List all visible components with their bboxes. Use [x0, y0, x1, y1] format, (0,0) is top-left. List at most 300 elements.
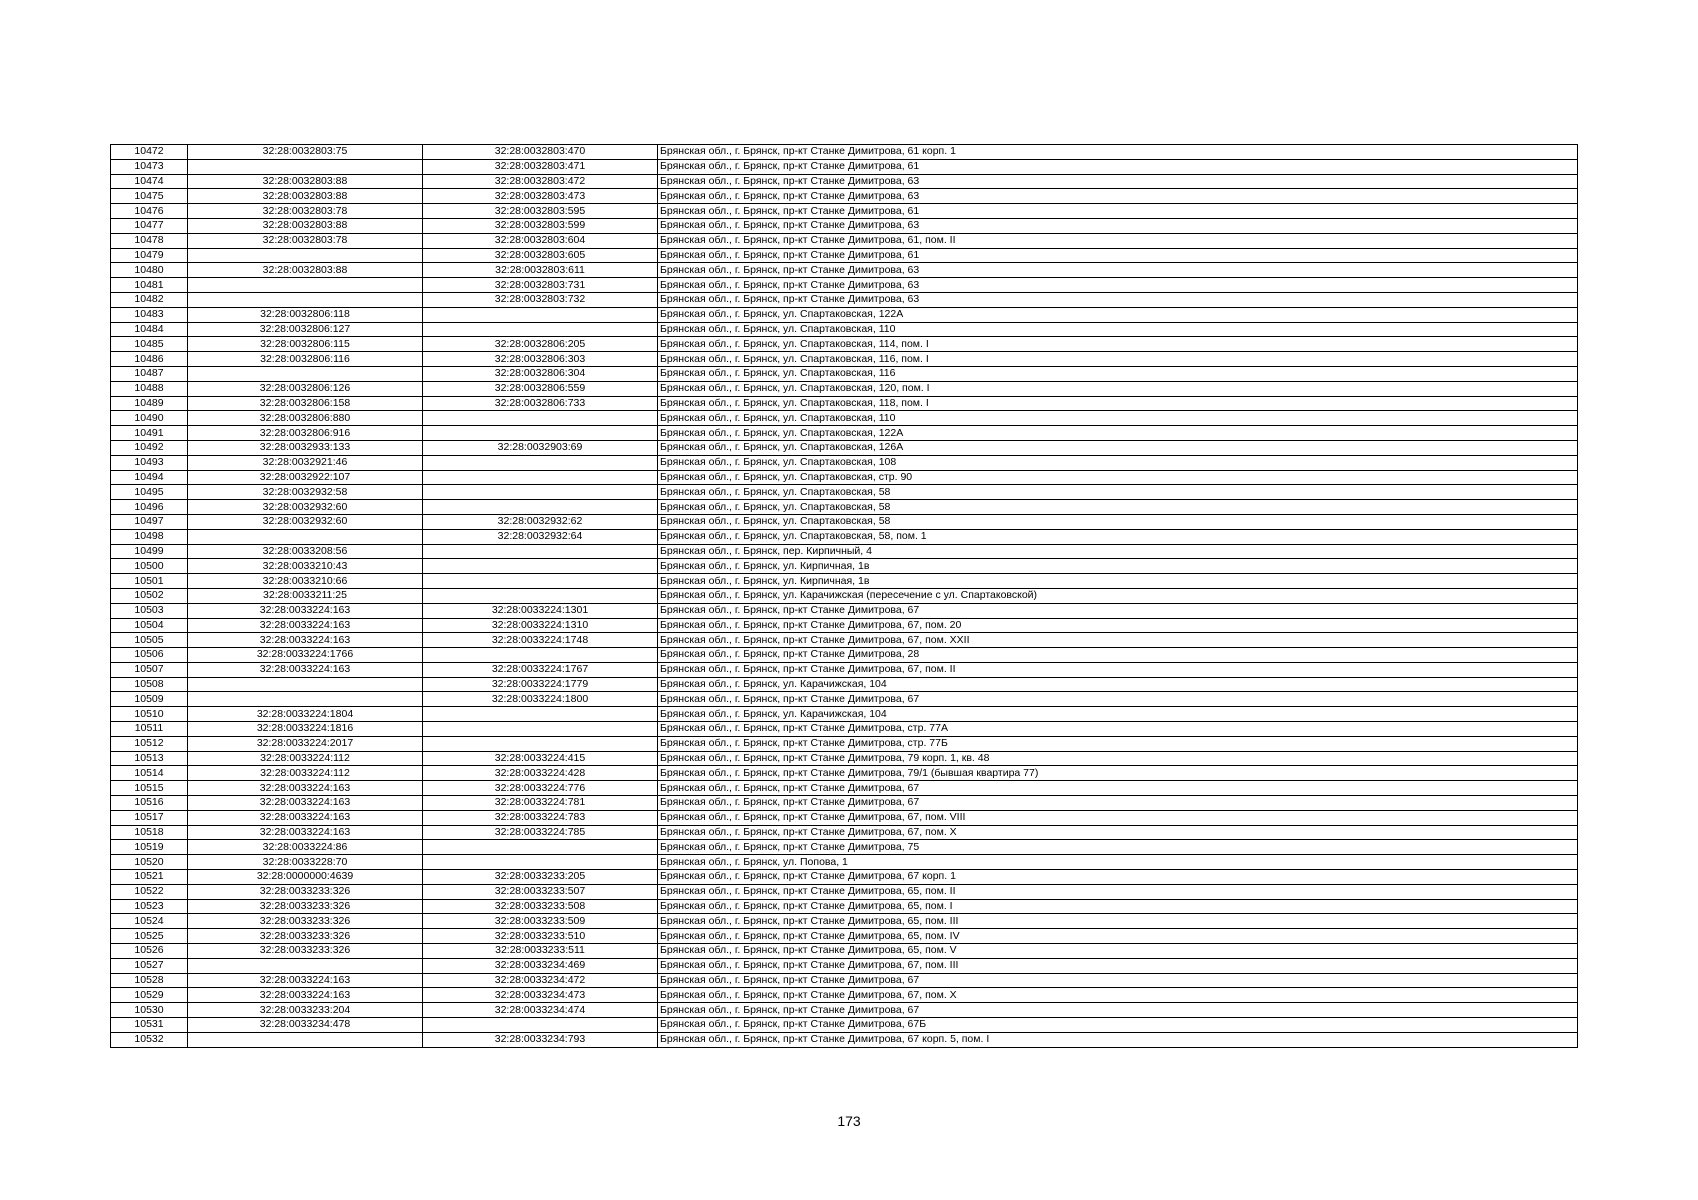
address-cell: Брянская обл., г. Брянск, пр-кт Станке Димитрова, 67: [658, 1003, 1578, 1018]
address-cell: Брянская обл., г. Брянск, пр-кт Станке Димитрова, 63: [658, 218, 1578, 233]
object-cadastral-cell: [423, 559, 658, 574]
row-number-cell: 10527: [111, 958, 188, 973]
address-cell: Брянская обл., г. Брянск, ул. Спартаковская, 116, пом. I: [658, 352, 1578, 367]
table-row: [111, 159, 1578, 174]
object-cadastral-cell: [423, 574, 658, 589]
row-number-cell: 10526: [111, 944, 188, 959]
table-row: [111, 233, 1578, 248]
land-plot-cadastral-cell: 32:28:0032932:58: [188, 485, 423, 500]
land-plot-cadastral-cell: 32:28:0033224:163: [188, 988, 423, 1003]
table-row: [111, 307, 1578, 322]
address-cell: Брянская обл., г. Брянск, ул. Карачижская (пересечение с ул. Спартаковской): [658, 588, 1578, 603]
register-table: [110, 144, 1578, 1048]
land-plot-cadastral-cell: 32:28:0033228:70: [188, 855, 423, 870]
address-cell: Брянская обл., г. Брянск, ул. Спартаковская, 116: [658, 366, 1578, 381]
object-cadastral-cell: 32:28:0033224:1301: [423, 603, 658, 618]
address-cell: Брянская обл., г. Брянск, пр-кт Станке Димитрова, 61: [658, 159, 1578, 174]
address-cell: Брянская обл., г. Брянск, ул. Спартаковская, 58: [658, 485, 1578, 500]
table-row: [111, 559, 1578, 574]
address-cell: Брянская обл., г. Брянск, ул. Спартаковская, 110: [658, 411, 1578, 426]
object-cadastral-cell: 32:28:0033234:473: [423, 988, 658, 1003]
table-row: [111, 722, 1578, 737]
table-row: [111, 263, 1578, 278]
row-number-cell: 10523: [111, 899, 188, 914]
row-number-cell: 10507: [111, 662, 188, 677]
row-number-cell: 10485: [111, 337, 188, 352]
object-cadastral-cell: [423, 426, 658, 441]
table-row: [111, 322, 1578, 337]
row-number-cell: 10493: [111, 455, 188, 470]
table-row: [111, 411, 1578, 426]
row-number-cell: 10501: [111, 574, 188, 589]
object-cadastral-cell: 32:28:0032806:205: [423, 337, 658, 352]
row-number-cell: 10488: [111, 381, 188, 396]
address-cell: Брянская обл., г. Брянск, ул. Спартаковская, 58: [658, 514, 1578, 529]
table-row: [111, 855, 1578, 870]
object-cadastral-cell: [423, 500, 658, 515]
table-row: [111, 174, 1578, 189]
address-cell: Брянская обл., г. Брянск, ул. Спартаковская, 110: [658, 322, 1578, 337]
land-plot-cadastral-cell: [188, 529, 423, 544]
object-cadastral-cell: [423, 707, 658, 722]
object-cadastral-cell: [423, 544, 658, 559]
land-plot-cadastral-cell: 32:28:0032806:118: [188, 307, 423, 322]
table-row: [111, 218, 1578, 233]
row-number-cell: 10496: [111, 500, 188, 515]
object-cadastral-cell: 32:28:0033233:205: [423, 870, 658, 885]
row-number-cell: 10510: [111, 707, 188, 722]
land-plot-cadastral-cell: 32:28:0033234:478: [188, 1018, 423, 1033]
row-number-cell: 10514: [111, 766, 188, 781]
object-cadastral-cell: 32:28:0033224:1779: [423, 677, 658, 692]
table-row: [111, 766, 1578, 781]
row-number-cell: 10484: [111, 322, 188, 337]
table-row: [111, 781, 1578, 796]
object-cadastral-cell: 32:28:0033224:785: [423, 825, 658, 840]
table-row: [111, 426, 1578, 441]
row-number-cell: 10522: [111, 884, 188, 899]
row-number-cell: 10503: [111, 603, 188, 618]
object-cadastral-cell: 32:28:0033234:793: [423, 1032, 658, 1047]
table-row: [111, 204, 1578, 219]
land-plot-cadastral-cell: 32:28:0033224:163: [188, 810, 423, 825]
address-cell: Брянская обл., г. Брянск, пр-кт Станке Димитрова, 67, пом. II: [658, 662, 1578, 677]
page-number: 173: [837, 1113, 861, 1129]
table-row: [111, 677, 1578, 692]
land-plot-cadastral-cell: [188, 677, 423, 692]
object-cadastral-cell: [423, 855, 658, 870]
object-cadastral-cell: 32:28:0033224:1767: [423, 662, 658, 677]
row-number-cell: 10486: [111, 352, 188, 367]
table-row: [111, 1032, 1578, 1047]
table-row: [111, 337, 1578, 352]
table-row: [111, 736, 1578, 751]
row-number-cell: 10512: [111, 736, 188, 751]
land-plot-cadastral-cell: 32:28:0032806:127: [188, 322, 423, 337]
row-number-cell: 10525: [111, 929, 188, 944]
table-row: [111, 958, 1578, 973]
land-plot-cadastral-cell: 32:28:0032803:88: [188, 174, 423, 189]
table-row: [111, 840, 1578, 855]
address-cell: Брянская обл., г. Брянск, пр-кт Станке Димитрова, 65, пом. III: [658, 914, 1578, 929]
address-cell: Брянская обл., г. Брянск, пр-кт Станке Димитрова, 65, пом. II: [658, 884, 1578, 899]
table-row: [111, 707, 1578, 722]
address-cell: Брянская обл., г. Брянск, пр-кт Станке Димитрова, 67: [658, 692, 1578, 707]
row-number-cell: 10491: [111, 426, 188, 441]
address-cell: Брянская обл., г. Брянск, пр-кт Станке Димитрова, 67, пом. III: [658, 958, 1578, 973]
row-number-cell: 10497: [111, 514, 188, 529]
address-cell: Брянская обл., г. Брянск, пр-кт Станке Димитрова, 67: [658, 973, 1578, 988]
land-plot-cadastral-cell: 32:28:0033224:163: [188, 618, 423, 633]
row-number-cell: 10524: [111, 914, 188, 929]
land-plot-cadastral-cell: 32:28:0033224:86: [188, 840, 423, 855]
land-plot-cadastral-cell: [188, 159, 423, 174]
table-row: [111, 366, 1578, 381]
object-cadastral-cell: 32:28:0033224:1800: [423, 692, 658, 707]
table-row: [111, 899, 1578, 914]
table-row: [111, 662, 1578, 677]
land-plot-cadastral-cell: 32:28:0033224:163: [188, 781, 423, 796]
table-row: [111, 618, 1578, 633]
address-cell: Брянская обл., г. Брянск, пр-кт Станке Димитрова, 67 корп. 1: [658, 870, 1578, 885]
object-cadastral-cell: [423, 736, 658, 751]
row-number-cell: 10511: [111, 722, 188, 737]
row-number-cell: 10531: [111, 1018, 188, 1033]
object-cadastral-cell: [423, 1018, 658, 1033]
address-cell: Брянская обл., г. Брянск, пер. Кирпичный, 4: [658, 544, 1578, 559]
address-cell: Брянская обл., г. Брянск, пр-кт Станке Димитрова, 67: [658, 603, 1578, 618]
address-cell: Брянская обл., г. Брянск, пр-кт Станке Димитрова, 61: [658, 248, 1578, 263]
row-number-cell: 10530: [111, 1003, 188, 1018]
row-number-cell: 10474: [111, 174, 188, 189]
object-cadastral-cell: 32:28:0032803:731: [423, 278, 658, 293]
land-plot-cadastral-cell: 32:28:0032803:78: [188, 233, 423, 248]
object-cadastral-cell: 32:28:0032803:732: [423, 292, 658, 307]
table-row: [111, 292, 1578, 307]
row-number-cell: 10487: [111, 366, 188, 381]
address-cell: Брянская обл., г. Брянск, пр-кт Станке Димитрова, 61, пом. II: [658, 233, 1578, 248]
land-plot-cadastral-cell: 32:28:0032806:916: [188, 426, 423, 441]
table-row: [111, 973, 1578, 988]
object-cadastral-cell: 32:28:0033234:469: [423, 958, 658, 973]
address-cell: Брянская обл., г. Брянск, ул. Спартаковская, 122А: [658, 307, 1578, 322]
row-number-cell: 10519: [111, 840, 188, 855]
table-row: [111, 825, 1578, 840]
object-cadastral-cell: 32:28:0033233:508: [423, 899, 658, 914]
address-cell: Брянская обл., г. Брянск, пр-кт Станке Димитрова, 63: [658, 292, 1578, 307]
land-plot-cadastral-cell: 32:28:0033224:163: [188, 973, 423, 988]
register-table-body: [111, 145, 1578, 1048]
object-cadastral-cell: 32:28:0032803:604: [423, 233, 658, 248]
address-cell: Брянская обл., г. Брянск, ул. Спартаковская, стр. 90: [658, 470, 1578, 485]
address-cell: Брянская обл., г. Брянск, пр-кт Станке Димитрова, 61: [658, 204, 1578, 219]
table-row: [111, 988, 1578, 1003]
table-row: [111, 884, 1578, 899]
address-cell: Брянская обл., г. Брянск, пр-кт Станке Димитрова, 65, пом. V: [658, 944, 1578, 959]
table-row: [111, 440, 1578, 455]
row-number-cell: 10509: [111, 692, 188, 707]
row-number-cell: 10475: [111, 189, 188, 204]
land-plot-cadastral-cell: 32:28:0032922:107: [188, 470, 423, 485]
object-cadastral-cell: 32:28:0032803:472: [423, 174, 658, 189]
table-row: [111, 751, 1578, 766]
table-row: [111, 870, 1578, 885]
address-cell: Брянская обл., г. Брянск, пр-кт Станке Димитрова, 67, пом. X: [658, 825, 1578, 840]
land-plot-cadastral-cell: 32:28:0033224:1804: [188, 707, 423, 722]
table-row: [111, 396, 1578, 411]
address-cell: Брянская обл., г. Брянск, ул. Спартаковская, 118, пом. I: [658, 396, 1578, 411]
table-row: [111, 810, 1578, 825]
table-row: [111, 514, 1578, 529]
address-cell: Брянская обл., г. Брянск, пр-кт Станке Димитрова, стр. 77Б: [658, 736, 1578, 751]
address-cell: Брянская обл., г. Брянск, пр-кт Станке Димитрова, 63: [658, 174, 1578, 189]
table-row: [111, 189, 1578, 204]
land-plot-cadastral-cell: 32:28:0033233:326: [188, 899, 423, 914]
land-plot-cadastral-cell: 32:28:0032806:126: [188, 381, 423, 396]
table-row: [111, 544, 1578, 559]
table-row: [111, 1018, 1578, 1033]
object-cadastral-cell: [423, 722, 658, 737]
row-number-cell: 10505: [111, 633, 188, 648]
address-cell: Брянская обл., г. Брянск, пр-кт Станке Димитрова, 67 корп. 5, пом. I: [658, 1032, 1578, 1047]
land-plot-cadastral-cell: 32:28:0033210:66: [188, 574, 423, 589]
land-plot-cadastral-cell: 32:28:0032932:60: [188, 500, 423, 515]
address-cell: Брянская обл., г. Брянск, ул. Спартаковская, 114, пом. I: [658, 337, 1578, 352]
row-number-cell: 10489: [111, 396, 188, 411]
row-number-cell: 10478: [111, 233, 188, 248]
row-number-cell: 10502: [111, 588, 188, 603]
object-cadastral-cell: 32:28:0032803:470: [423, 145, 658, 160]
land-plot-cadastral-cell: 32:28:0033224:163: [188, 796, 423, 811]
address-cell: Брянская обл., г. Брянск, пр-кт Станке Димитрова, 28: [658, 648, 1578, 663]
object-cadastral-cell: 32:28:0032806:303: [423, 352, 658, 367]
object-cadastral-cell: 32:28:0033234:472: [423, 973, 658, 988]
land-plot-cadastral-cell: 32:28:0033233:204: [188, 1003, 423, 1018]
row-number-cell: 10482: [111, 292, 188, 307]
land-plot-cadastral-cell: 32:28:0033224:112: [188, 766, 423, 781]
row-number-cell: 10515: [111, 781, 188, 796]
table-row: [111, 929, 1578, 944]
land-plot-cadastral-cell: 32:28:0032806:116: [188, 352, 423, 367]
land-plot-cadastral-cell: 32:28:0033233:326: [188, 929, 423, 944]
object-cadastral-cell: 32:28:0032806:304: [423, 366, 658, 381]
object-cadastral-cell: 32:28:0032803:605: [423, 248, 658, 263]
address-cell: Брянская обл., г. Брянск, ул. Попова, 1: [658, 855, 1578, 870]
table-row: [111, 588, 1578, 603]
object-cadastral-cell: 32:28:0033224:781: [423, 796, 658, 811]
address-cell: Брянская обл., г. Брянск, ул. Кирпичная, 1в: [658, 559, 1578, 574]
row-number-cell: 10500: [111, 559, 188, 574]
land-plot-cadastral-cell: 32:28:0033224:163: [188, 603, 423, 618]
address-cell: Брянская обл., г. Брянск, ул. Кирпичная, 1в: [658, 574, 1578, 589]
address-cell: Брянская обл., г. Брянск, пр-кт Станке Димитрова, 63: [658, 263, 1578, 278]
row-number-cell: 10498: [111, 529, 188, 544]
land-plot-cadastral-cell: 32:28:0033224:163: [188, 662, 423, 677]
object-cadastral-cell: 32:28:0032932:64: [423, 529, 658, 544]
address-cell: Брянская обл., г. Брянск, пр-кт Станке Димитрова, 67, пом. X: [658, 988, 1578, 1003]
table-row: [111, 145, 1578, 160]
object-cadastral-cell: 32:28:0033224:776: [423, 781, 658, 796]
table-row: [111, 381, 1578, 396]
object-cadastral-cell: [423, 840, 658, 855]
address-cell: Брянская обл., г. Брянск, ул. Спартаковская, 122А: [658, 426, 1578, 441]
land-plot-cadastral-cell: 32:28:0033233:326: [188, 944, 423, 959]
land-plot-cadastral-cell: 32:28:0033224:2017: [188, 736, 423, 751]
address-cell: Брянская обл., г. Брянск, пр-кт Станке Димитрова, 63: [658, 278, 1578, 293]
row-number-cell: 10476: [111, 204, 188, 219]
object-cadastral-cell: 32:28:0033233:509: [423, 914, 658, 929]
address-cell: Брянская обл., г. Брянск, пр-кт Станке Димитрова, 67, пом. XXII: [658, 633, 1578, 648]
table-row: [111, 485, 1578, 500]
row-number-cell: 10520: [111, 855, 188, 870]
land-plot-cadastral-cell: 32:28:0032806:880: [188, 411, 423, 426]
land-plot-cadastral-cell: [188, 366, 423, 381]
object-cadastral-cell: 32:28:0033233:510: [423, 929, 658, 944]
table-row: [111, 914, 1578, 929]
land-plot-cadastral-cell: [188, 278, 423, 293]
land-plot-cadastral-cell: 32:28:0032921:46: [188, 455, 423, 470]
address-cell: Брянская обл., г. Брянск, пр-кт Станке Димитрова, 67: [658, 781, 1578, 796]
address-cell: Брянская обл., г. Брянск, ул. Карачижская, 104: [658, 707, 1578, 722]
land-plot-cadastral-cell: 32:28:0032803:88: [188, 218, 423, 233]
land-plot-cadastral-cell: 32:28:0032932:60: [188, 514, 423, 529]
row-number-cell: 10472: [111, 145, 188, 160]
table-row: [111, 1003, 1578, 1018]
object-cadastral-cell: [423, 648, 658, 663]
land-plot-cadastral-cell: 32:28:0000000:4639: [188, 870, 423, 885]
address-cell: Брянская обл., г. Брянск, пр-кт Станке Димитрова, 65, пом. IV: [658, 929, 1578, 944]
land-plot-cadastral-cell: [188, 292, 423, 307]
land-plot-cadastral-cell: 32:28:0033233:326: [188, 914, 423, 929]
object-cadastral-cell: 32:28:0032803:595: [423, 204, 658, 219]
object-cadastral-cell: 32:28:0032803:471: [423, 159, 658, 174]
object-cadastral-cell: 32:28:0032803:473: [423, 189, 658, 204]
land-plot-cadastral-cell: 32:28:0033224:112: [188, 751, 423, 766]
object-cadastral-cell: 32:28:0033233:507: [423, 884, 658, 899]
address-cell: Брянская обл., г. Брянск, пр-кт Станке Димитрова, 61 корп. 1: [658, 145, 1578, 160]
row-number-cell: 10532: [111, 1032, 188, 1047]
land-plot-cadastral-cell: 32:28:0033233:326: [188, 884, 423, 899]
land-plot-cadastral-cell: 32:28:0033224:163: [188, 825, 423, 840]
row-number-cell: 10508: [111, 677, 188, 692]
table-row: [111, 603, 1578, 618]
object-cadastral-cell: [423, 470, 658, 485]
table-row: [111, 648, 1578, 663]
land-plot-cadastral-cell: 32:28:0032803:78: [188, 204, 423, 219]
address-cell: Брянская обл., г. Брянск, ул. Карачижская, 104: [658, 677, 1578, 692]
land-plot-cadastral-cell: 32:28:0033210:43: [188, 559, 423, 574]
object-cadastral-cell: 32:28:0032806:559: [423, 381, 658, 396]
land-plot-cadastral-cell: 32:28:0033211:25: [188, 588, 423, 603]
address-cell: Брянская обл., г. Брянск, пр-кт Станке Димитрова, 79/1 (бывшая квартира 77): [658, 766, 1578, 781]
address-cell: Брянская обл., г. Брянск, ул. Спартаковская, 120, пом. I: [658, 381, 1578, 396]
object-cadastral-cell: 32:28:0032803:599: [423, 218, 658, 233]
row-number-cell: 10480: [111, 263, 188, 278]
table-row: [111, 944, 1578, 959]
row-number-cell: 10479: [111, 248, 188, 263]
table-row: [111, 455, 1578, 470]
land-plot-cadastral-cell: 32:28:0033224:1766: [188, 648, 423, 663]
address-cell: Брянская обл., г. Брянск, пр-кт Станке Димитрова, 75: [658, 840, 1578, 855]
row-number-cell: 10516: [111, 796, 188, 811]
row-number-cell: 10517: [111, 810, 188, 825]
row-number-cell: 10518: [111, 825, 188, 840]
object-cadastral-cell: [423, 588, 658, 603]
row-number-cell: 10494: [111, 470, 188, 485]
land-plot-cadastral-cell: 32:28:0033208:56: [188, 544, 423, 559]
object-cadastral-cell: [423, 455, 658, 470]
object-cadastral-cell: 32:28:0033224:1748: [423, 633, 658, 648]
row-number-cell: 10513: [111, 751, 188, 766]
table-row: [111, 796, 1578, 811]
table-row: [111, 692, 1578, 707]
address-cell: Брянская обл., г. Брянск, пр-кт Станке Димитрова, 67, пом. 20: [658, 618, 1578, 633]
address-cell: Брянская обл., г. Брянск, ул. Спартаковская, 58: [658, 500, 1578, 515]
table-row: [111, 500, 1578, 515]
address-cell: Брянская обл., г. Брянск, пр-кт Станке Димитрова, 67, пом. VIII: [658, 810, 1578, 825]
object-cadastral-cell: [423, 411, 658, 426]
address-cell: Брянская обл., г. Брянск, пр-кт Станке Димитрова, 67Б: [658, 1018, 1578, 1033]
land-plot-cadastral-cell: [188, 692, 423, 707]
row-number-cell: 10490: [111, 411, 188, 426]
register-table-container: [110, 144, 1577, 1048]
land-plot-cadastral-cell: 32:28:0032803:88: [188, 263, 423, 278]
land-plot-cadastral-cell: 32:28:0033224:163: [188, 633, 423, 648]
object-cadastral-cell: 32:28:0033224:1310: [423, 618, 658, 633]
row-number-cell: 10483: [111, 307, 188, 322]
row-number-cell: 10481: [111, 278, 188, 293]
row-number-cell: 10506: [111, 648, 188, 663]
row-number-cell: 10492: [111, 440, 188, 455]
land-plot-cadastral-cell: [188, 958, 423, 973]
land-plot-cadastral-cell: 32:28:0032806:115: [188, 337, 423, 352]
land-plot-cadastral-cell: 32:28:0033224:1816: [188, 722, 423, 737]
address-cell: Брянская обл., г. Брянск, ул. Спартаковская, 58, пом. 1: [658, 529, 1578, 544]
row-number-cell: 10473: [111, 159, 188, 174]
object-cadastral-cell: 32:28:0033224:415: [423, 751, 658, 766]
land-plot-cadastral-cell: 32:28:0032803:88: [188, 189, 423, 204]
land-plot-cadastral-cell: [188, 248, 423, 263]
row-number-cell: 10528: [111, 973, 188, 988]
object-cadastral-cell: [423, 307, 658, 322]
table-row: [111, 529, 1578, 544]
land-plot-cadastral-cell: 32:28:0032806:158: [188, 396, 423, 411]
table-row: [111, 248, 1578, 263]
address-cell: Брянская обл., г. Брянск, пр-кт Станке Димитрова, 63: [658, 189, 1578, 204]
land-plot-cadastral-cell: 32:28:0032933:133: [188, 440, 423, 455]
object-cadastral-cell: 32:28:0033224:428: [423, 766, 658, 781]
table-row: [111, 470, 1578, 485]
row-number-cell: 10499: [111, 544, 188, 559]
object-cadastral-cell: 32:28:0033224:783: [423, 810, 658, 825]
address-cell: Брянская обл., г. Брянск, пр-кт Станке Димитрова, 65, пом. I: [658, 899, 1578, 914]
row-number-cell: 10521: [111, 870, 188, 885]
table-row: [111, 574, 1578, 589]
table-row: [111, 352, 1578, 367]
object-cadastral-cell: 32:28:0032903:69: [423, 440, 658, 455]
row-number-cell: 10504: [111, 618, 188, 633]
address-cell: Брянская обл., г. Брянск, ул. Спартаковская, 126А: [658, 440, 1578, 455]
row-number-cell: 10477: [111, 218, 188, 233]
address-cell: Брянская обл., г. Брянск, ул. Спартаковская, 108: [658, 455, 1578, 470]
address-cell: Брянская обл., г. Брянск, пр-кт Станке Димитрова, стр. 77А: [658, 722, 1578, 737]
object-cadastral-cell: 32:28:0032806:733: [423, 396, 658, 411]
land-plot-cadastral-cell: [188, 1032, 423, 1047]
land-plot-cadastral-cell: 32:28:0032803:75: [188, 145, 423, 160]
address-cell: Брянская обл., г. Брянск, пр-кт Станке Димитрова, 67: [658, 796, 1578, 811]
object-cadastral-cell: 32:28:0033234:474: [423, 1003, 658, 1018]
object-cadastral-cell: 32:28:0033233:511: [423, 944, 658, 959]
